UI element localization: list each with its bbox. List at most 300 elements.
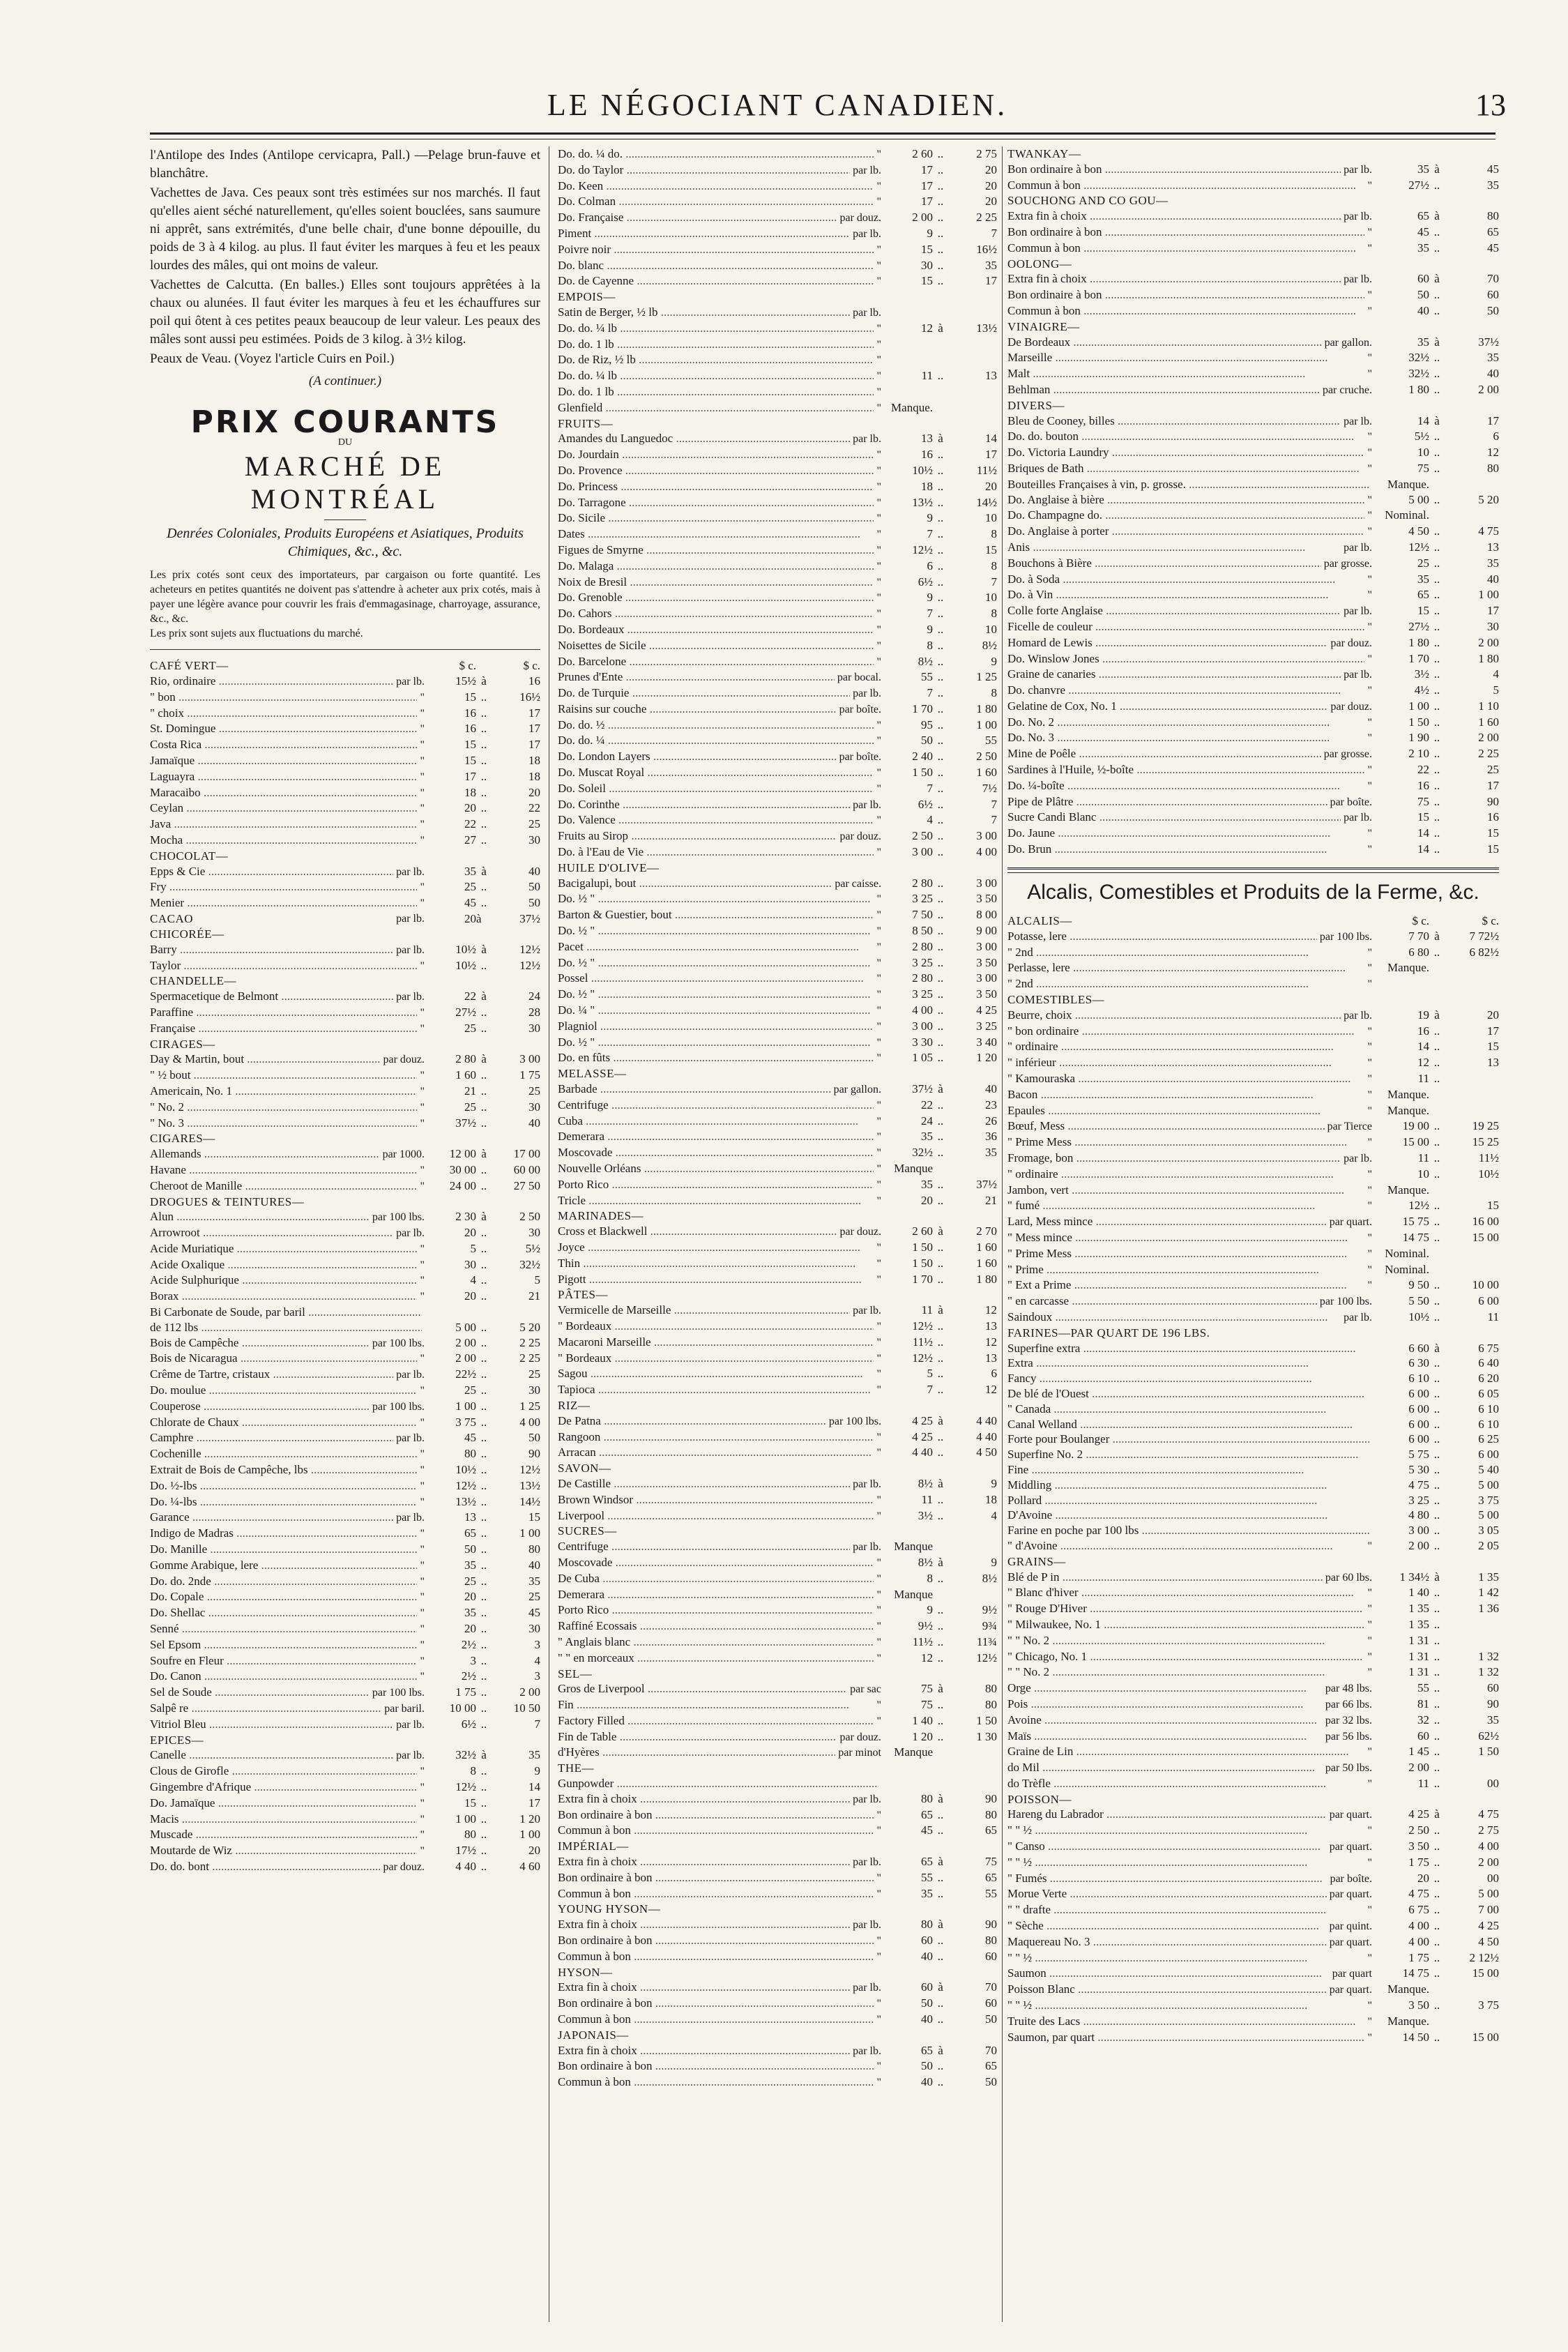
price-row [1007,492,1499,508]
price-row [558,1776,997,1791]
item-label: Porto Rico ..... [558,1602,874,1618]
price-high: 60 [1487,1681,1499,1695]
range-separator: .. [1433,747,1440,761]
range-separator: .. [480,1653,487,1667]
price-low: 11 [921,369,933,383]
unit: " [876,1935,881,1948]
range-separator: .. [1433,1493,1440,1507]
price-high: 45 [528,1606,540,1620]
price-low: 1 00 [1408,699,1429,713]
price-row [150,1717,540,1733]
price-high: 35 [985,1146,997,1160]
unit: " [876,941,881,953]
price-row [1007,1934,1499,1950]
price-low: 13½ [455,1494,476,1508]
unit: par grosse. [1323,557,1372,570]
range-separator: .. [480,1812,487,1826]
alcalis-section-title: Alcalis, Comestibles et Produits de la Ferme, &c. [1027,880,1479,904]
unit: " [876,1099,881,1111]
price-row [150,1843,540,1859]
item-label: Do. de Riz, ½ lb ..... [558,352,874,367]
price-list-col3b [1007,913,1499,2046]
range-separator: .. [937,1019,944,1033]
price-row [1007,1839,1499,1855]
range-separator: .. [480,1447,487,1461]
price-high: 14½ [519,1494,540,1508]
price-high: 9½ [982,1603,997,1617]
unit: " [876,513,881,525]
price-high: 25 [528,1084,540,1098]
price-row [1007,1523,1499,1538]
price-high: 27 50 [513,1178,540,1192]
item-label: Raffiné Ecossais ..... [558,1618,874,1634]
item-label: De Cuba ..... [558,1571,874,1586]
range-separator: .. [1433,1478,1440,1492]
unit: " [1367,2015,1372,2028]
unit: " [420,1085,425,1098]
unit: " [876,1652,881,1664]
unit: par 100 lbs. [1319,1296,1372,1308]
denrees-subtitle: Denrées Coloniales, Produits Européens et Asiatiques, Produits Chimiques, &c., &c. [167,526,524,559]
empty-cell [933,1287,948,1303]
price-high: 6 75 [1478,1341,1499,1355]
price-low: 9 [927,226,933,240]
range-separator: .. [480,1717,487,1731]
price-low: 12½ [912,1319,933,1333]
item-label: Acide Oxalique ..... [150,1257,417,1273]
unit: " [1367,1184,1372,1197]
range-separator: .. [1433,540,1440,554]
unit: " [876,639,881,652]
price-row [1007,1432,1499,1447]
item-label: Do. Bordeaux ..... [558,622,874,637]
price-row [558,876,997,892]
category-heading [1007,257,1499,272]
marche-heading: MARCHÉ DE MONTRÉAL [244,450,446,515]
item-label: St. Domingue ..... [150,721,417,736]
header-rule [150,132,1495,139]
price-high: 17 [985,274,997,288]
category-heading [1007,1326,1499,1341]
range-separator: .. [1433,683,1440,697]
item-label: Bon ordinaire à bon ..... [558,1933,874,1948]
price-high: 2 00 [1478,1855,1499,1869]
price-high: 65 [985,1823,997,1837]
price-high: 1 00 [1478,588,1499,602]
category-label: PÂTES— [558,1288,608,1302]
empty-cell [933,1667,948,1682]
unit: par 100 lbs. [372,1687,425,1699]
range-separator: à [1434,1341,1440,1355]
unit: " [1367,1264,1372,1276]
empty-cell [1429,319,1445,335]
price-low: 17 [921,179,933,192]
price-high: 40 [528,1116,540,1130]
price-low: 40 [921,1949,933,1963]
range-separator: .. [937,1335,944,1349]
price-high: 1 50 [1478,1745,1499,1759]
range-separator: .. [480,833,487,847]
price-high: 19 25 [1472,1119,1499,1133]
range-separator: .. [480,1116,487,1130]
unit: par lb. [1344,1009,1372,1022]
price-low: 5 50 [1408,1294,1429,1308]
item-label: Do. do. ¼ lb ..... [558,321,874,336]
item-label: Do. ¼-boîte ..... [1007,778,1364,794]
range-separator: .. [937,670,944,684]
item-label: Taylor ..... [150,958,417,973]
price-low: 2 40 [912,750,933,764]
price-high: 1 42 [1478,1586,1499,1600]
price-high: 20 [1487,1008,1499,1022]
price-low: 19 00 [1402,1119,1429,1133]
price-high: 35 [1487,1713,1499,1727]
price-low: Manque. [1387,1982,1429,1996]
unit: " [420,1022,425,1035]
unit: " [1367,1137,1372,1149]
range-separator: .. [480,1796,487,1809]
unit: " [876,496,881,509]
item-label: Do. Winslow Jones ..... [1007,651,1364,667]
price-low: 3½ [918,1508,933,1522]
range-separator: .. [937,1383,944,1397]
item-label: Clous de Girofle ..... [150,1763,417,1779]
price-high: 20 [985,479,997,493]
price-low: 12½ [912,1351,933,1365]
price-row [1007,572,1499,588]
price-low: 10 00 [449,1701,476,1715]
item-label: Do. Champagne do. ..... [1007,508,1364,523]
unit: " [1367,1232,1372,1244]
unit: " [1367,1856,1372,1869]
price-low: Nominal. [1385,1262,1429,1276]
unit: " [420,1591,425,1604]
category-heading [150,658,540,674]
unit: " [876,1052,881,1065]
price-row [150,879,540,895]
unit: par lb. [1344,273,1372,286]
range-separator: .. [1433,2030,1440,2044]
price-low: Manque [894,1540,933,1554]
price-high: 3 00 [976,829,997,843]
item-label: Poivre noir ..... [558,242,874,257]
price-row [1007,945,1499,961]
price-low: 4 [927,813,933,827]
range-separator: .. [937,939,944,953]
item-label: Macaroni Marseille ..... [558,1335,874,1350]
price-row [558,828,997,844]
price-high: 80 [1487,209,1499,223]
item-label: Plagniol ..... [558,1019,874,1034]
price-high: 50 [528,880,540,894]
price-high: 60 [985,1949,997,1963]
item-label: Do. ½ " ..... [558,955,874,971]
price-high: 62½ [1478,1729,1499,1743]
range-separator: .. [480,1669,487,1683]
price-low: 4 00 [912,1003,933,1017]
item-label: Glenfield ..... [558,400,874,416]
unit: par lb. [396,1369,425,1381]
unit: par 100 lbs. [372,1337,425,1349]
item-label: Do. Provence ..... [558,463,874,478]
price-high: 11¾ [976,1634,997,1648]
price-row [150,1574,540,1590]
price-low: 55 [921,1870,933,1884]
unit: " [420,1781,425,1793]
price-row [558,368,997,384]
range-separator: .. [937,448,944,462]
range-separator: à [938,1476,943,1490]
price-row [1007,603,1499,619]
price-row [1007,730,1499,746]
price-row [150,1241,540,1257]
range-separator: .. [1433,1633,1440,1647]
category-label: CHOCOLAT— [150,849,229,863]
price-high: 17 [1487,414,1499,427]
empty-cell [1375,1326,1429,1341]
range-separator: .. [1433,715,1440,729]
price-low: 8½ [918,1476,933,1490]
price-row [1007,1118,1499,1135]
price-low: 32 [1417,1713,1429,1727]
price-low: 1 35 [1408,1617,1429,1631]
item-label: Spermacetique de Belmont ..... [150,989,393,1004]
range-separator: à [481,674,487,688]
price-low: Nominal. [1385,1246,1429,1260]
price-low: 20 [464,1590,476,1604]
price-low: 22 [464,817,476,831]
item-label: Do. Grenoble ..... [558,590,874,605]
price-row [150,1446,540,1462]
price-low: 3 50 [1408,1998,1429,2012]
price-high: 1 80 [1478,651,1499,665]
unit: " [876,1178,881,1191]
range-separator: .. [1433,1855,1440,1869]
price-high: 7 [991,575,997,589]
price-high: 5 20 [1478,492,1499,506]
item-label: Gomme Arabique, lere ..... [150,1558,417,1573]
price-row [150,864,540,880]
range-separator: .. [1433,1713,1440,1727]
price-low: 4 40 [455,1859,476,1873]
price-row [558,733,997,749]
price-high: 15 00 [1472,1966,1499,1980]
price-row [1007,1055,1499,1071]
unit: " [1367,1041,1372,1054]
prix-du: DU [337,437,353,448]
price-high: 5½ [525,1241,540,1255]
price-row [558,622,997,638]
item-label: Beurre, choix ..... [1007,1008,1341,1023]
price-low: 2 00 [455,1335,476,1349]
empty-cell [492,1131,540,1146]
unit: " [876,1572,881,1585]
item-label: do Trèfle ..... [1007,1776,1364,1791]
price-row [150,1605,540,1621]
item-label: Factory Filled ..... [558,1713,874,1729]
unit: " [420,834,425,847]
price-row [1007,1262,1499,1278]
range-separator: à [481,864,487,878]
unit: " [420,897,425,910]
price-row [558,352,997,368]
price-low: 8 [927,638,933,652]
empty-cell [1429,146,1445,162]
price-row [1007,382,1499,398]
range-separator: à [481,1748,487,1762]
unit: par lb. [396,1718,425,1731]
item-label: Havane ..... [150,1162,417,1178]
price-row [558,638,997,654]
price-row [558,1729,997,1745]
item-label: Possel ..... [558,971,874,986]
item-label: Do. do. ¼ do. ..... [558,146,874,162]
item-label: Lard, Mess mince ..... [1007,1214,1327,1229]
section-double-rule [1007,867,1499,873]
empty-cell [476,1037,492,1052]
item-label: Do. Corinthe ..... [558,797,850,812]
empty-cell [884,1066,933,1082]
range-separator: .. [1433,1602,1440,1616]
page-header [42,84,1513,132]
price-high: 1 35 [1478,1570,1499,1584]
price-row [558,1587,997,1603]
price-row [1007,1823,1499,1839]
price-high: 30 [1487,619,1499,633]
price-row [558,1114,997,1130]
price-row [558,1870,997,1886]
price-high: 2 70 [976,1224,997,1238]
unit: " [420,1275,425,1287]
price-high: 70 [985,1980,997,1994]
range-separator: .. [1433,1278,1440,1292]
price-high: 20 [985,162,997,176]
range-separator: .. [1433,382,1440,396]
price-high: 9 [991,654,997,668]
range-separator: .. [1433,1135,1440,1149]
empty-cell [933,2028,948,2043]
price-low: 14 50 [1402,2030,1429,2044]
item-label: Do. Manille ..... [150,1542,417,1557]
range-separator: .. [937,242,944,256]
unit: par lb. [853,1982,881,1994]
unit: " [420,1385,425,1397]
price-row [1007,1966,1499,1982]
price-high: 3 75 [1478,1493,1499,1507]
range-separator: .. [480,1431,487,1445]
price-high: 12½ [519,942,540,956]
unit: " [1367,716,1372,729]
item-label: Couperose ..... [150,1399,370,1414]
item-label: Fin ..... [558,1697,874,1713]
range-separator: .. [937,527,944,541]
unit: " [876,2077,881,2089]
price-low: 14 [1417,826,1429,840]
price-row [150,721,540,737]
newspaper-title: LE NÉGOCIANT CANADIEN. [547,88,1008,122]
empty-cell [1429,398,1445,414]
price-row [558,1098,997,1114]
unit: " [420,771,425,783]
empty-cell [1375,319,1429,335]
price-low: 60 [921,1980,933,1994]
price-high: 1 20 [519,1812,540,1826]
empty-cell [884,1461,933,1476]
price-low: 17½ [455,1844,476,1858]
category-label: SUCRES— [558,1524,617,1538]
price-row [1007,414,1499,430]
price-high: 9¾ [982,1619,997,1633]
range-separator: .. [937,638,944,652]
price-high: 37½ [1478,335,1499,349]
empty-cell [427,849,476,864]
category-heading [150,1733,540,1748]
price-low: 15 [1417,810,1429,824]
unit: " [420,1480,425,1492]
price-row [1007,1713,1499,1729]
unit: " [876,925,881,938]
range-separator: .. [1433,351,1440,365]
price-row [558,479,997,495]
price-row [1007,1633,1499,1649]
category-heading [150,927,540,942]
unit: " [1367,962,1372,975]
unit: " [876,576,881,589]
range-separator: .. [937,622,944,636]
unit: " [876,544,881,556]
range-separator: .. [480,1383,487,1397]
item-label: " " ½ ..... [1007,1950,1364,1966]
range-separator: .. [937,1177,944,1191]
unit: par grosse. [1323,748,1372,761]
unit: " [876,1257,881,1270]
price-row [558,1807,997,1823]
price-row [558,543,997,559]
item-label: Joyce ..... [558,1240,874,1255]
price-low: 3 00 [1408,1524,1429,1538]
price-high: 10 [985,622,997,636]
unit: " [876,1036,881,1049]
category-label: ALCALIS— [1007,913,1072,927]
price-low: 80 [464,1447,476,1461]
price-row [1007,1341,1499,1356]
empty-cell [948,1066,997,1082]
range-separator: .. [1433,1294,1440,1308]
item-label: Extra ..... [1007,1356,1369,1371]
price-low: Manque [894,1745,933,1759]
empty-cell [1375,398,1429,414]
price-high: 30 [528,1383,540,1397]
price-low: Manque. [1387,961,1429,975]
item-label: Commun à bon ..... [558,1949,874,1964]
item-label: Maquereau No. 3 ..... [1007,1934,1327,1950]
item-label: Brown Windsor ..... [558,1492,874,1508]
price-high: 50 [528,1431,540,1445]
empty-cell [1445,1792,1499,1807]
unit: par 100 lbs. [372,1400,425,1413]
price-row [150,1005,540,1021]
price-low: 6 [927,559,933,572]
range-separator: .. [937,845,944,859]
unit: " [876,180,881,192]
unit: " [876,814,881,827]
price-high: 7 [534,1717,540,1731]
price-row [150,1701,540,1717]
price-low: 9 [927,511,933,525]
item-label: Figues de Smyrne ..... [558,543,874,558]
price-high: 32½ [519,1257,540,1271]
price-high: 10½ [1478,1167,1499,1181]
